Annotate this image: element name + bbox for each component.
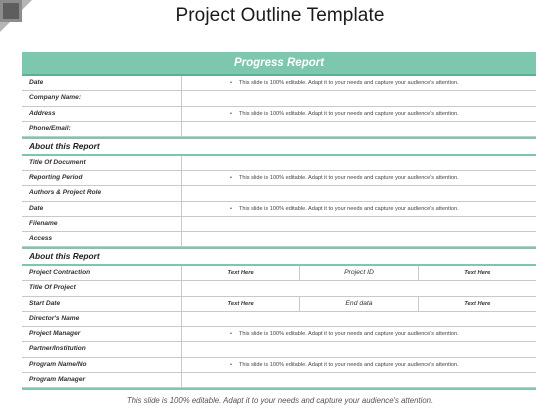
progress-report-table — [22, 52, 536, 390]
row-value-text: This slide is 100% editable. Adapt it to your needs and capture your audience's attention. — [238, 331, 459, 338]
value-cell[interactable]: Text Here — [418, 297, 536, 311]
row-label: Company Name: — [29, 94, 82, 102]
table-row — [22, 358, 536, 373]
table-row — [22, 266, 536, 281]
table-row — [22, 122, 536, 137]
table-row — [22, 76, 536, 91]
section-heading: About this Report — [29, 141, 100, 152]
row-value[interactable] — [181, 342, 536, 356]
row-label: Authors & Project Role — [29, 189, 102, 197]
row-label: Access — [29, 235, 53, 243]
row-value[interactable] — [181, 312, 536, 326]
row-label: Date — [29, 79, 44, 86]
row-label: Partner/Institution — [29, 345, 86, 353]
row-value-text: This slide is 100% editable. Adapt it to your needs and capture your audience's attention. — [238, 110, 459, 117]
row-label: Reporting Period — [29, 173, 83, 181]
table-row — [22, 342, 536, 357]
page-title: Project Outline Template — [175, 5, 385, 26]
bullet-icon: • — [230, 361, 232, 368]
row-value-text: This slide is 100% editable. Adapt it to your needs and capture your audience's attention. — [238, 174, 459, 181]
table-row — [22, 217, 536, 232]
table-row — [22, 156, 536, 171]
row-value-text: This slide is 100% editable. Adapt it to your needs and capture your audience's attention. — [238, 80, 459, 86]
row-value[interactable] — [181, 373, 536, 387]
table-row — [22, 327, 536, 342]
row-value[interactable] — [181, 122, 536, 136]
table-bottom-rule — [22, 388, 536, 390]
value-cell[interactable]: End data — [299, 297, 417, 311]
value-cell[interactable]: Text Here — [418, 266, 536, 280]
row-value[interactable] — [181, 76, 536, 90]
row-value-cells — [181, 297, 536, 311]
table-row — [22, 281, 536, 296]
row-value[interactable] — [181, 232, 536, 246]
row-value-text: This slide is 100% editable. Adapt it to your needs and capture your audience's attention. — [238, 205, 459, 212]
section-header — [22, 247, 536, 266]
progress-report-banner: Progress Report — [22, 52, 536, 76]
row-label: Title Of Project — [29, 284, 76, 292]
bullet-icon: • — [230, 110, 232, 117]
bullet-icon: • — [230, 331, 232, 338]
table-row — [22, 232, 536, 247]
value-cell[interactable]: Project ID — [299, 266, 417, 280]
table-row — [22, 107, 536, 122]
bullet-icon: • — [230, 174, 232, 181]
table-row — [22, 186, 536, 201]
row-label: Project Contraction — [29, 268, 91, 276]
table-row — [22, 91, 536, 106]
row-label: Director's Name — [29, 314, 80, 322]
row-value[interactable] — [181, 217, 536, 231]
row-label: Address — [29, 109, 56, 117]
row-label: Phone/Email: — [29, 124, 71, 132]
section-heading: About this Report — [29, 251, 100, 262]
section-header — [22, 137, 536, 156]
row-value[interactable] — [181, 281, 536, 295]
row-value[interactable] — [181, 91, 536, 105]
row-label: Filename — [29, 219, 58, 227]
table-row — [22, 297, 536, 312]
row-value[interactable] — [181, 327, 536, 341]
row-label: Program Name/No — [29, 360, 87, 368]
value-cell[interactable]: Text Here — [227, 269, 254, 276]
row-value[interactable] — [181, 171, 536, 185]
row-value[interactable] — [181, 202, 536, 216]
row-value[interactable] — [181, 107, 536, 121]
table-row — [22, 202, 536, 217]
row-label: Project Manager — [29, 330, 81, 338]
row-value-cells — [181, 266, 536, 280]
row-label: Program Manager — [29, 376, 86, 384]
row-value[interactable] — [181, 156, 536, 170]
table-row — [22, 171, 536, 186]
row-value-text: This slide is 100% editable. Adapt it to your needs and capture your audience's attention. — [238, 361, 459, 368]
row-label: Title Of Document — [29, 158, 86, 166]
row-label: Date — [29, 204, 44, 212]
table-row — [22, 373, 536, 388]
bullet-icon: • — [230, 80, 232, 86]
footer-note: This slide is 100% editable. Adapt it to your needs and capture your audience's attention. — [126, 396, 434, 405]
row-value[interactable] — [181, 186, 536, 200]
row-value[interactable] — [181, 358, 536, 372]
table-row — [22, 312, 536, 327]
row-label: Start Date — [29, 299, 61, 307]
bullet-icon: • — [230, 205, 232, 212]
value-cell[interactable]: Text Here — [227, 300, 254, 307]
